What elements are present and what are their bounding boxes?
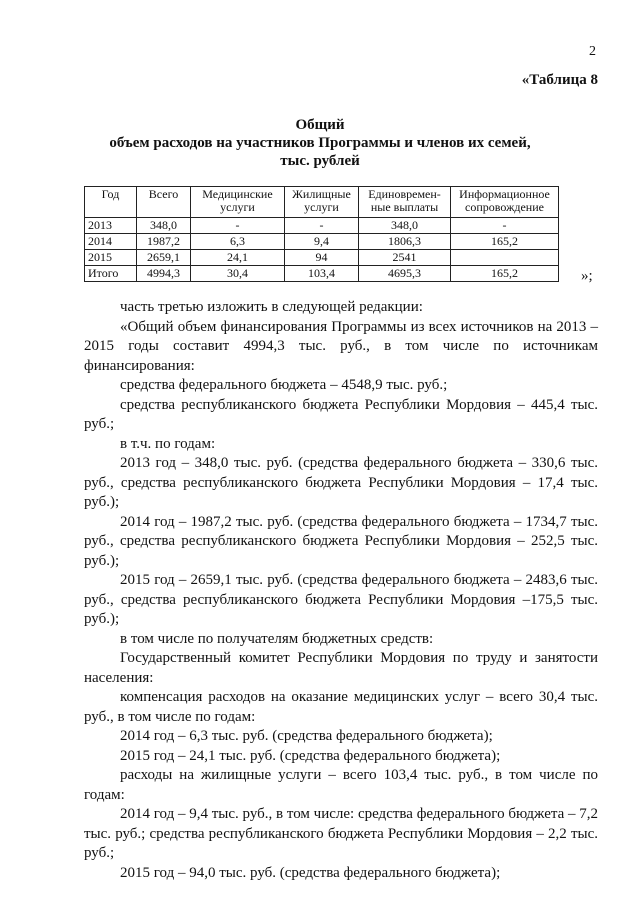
table-cell: 1987,2	[137, 234, 191, 250]
paragraph: часть третью изложить в следующей редакции:	[120, 299, 423, 315]
page-number: 2	[589, 44, 596, 59]
table-cell: 9,4	[285, 234, 359, 250]
table-cell: -	[191, 218, 285, 234]
paragraph: средства республиканского бюджета Республики Мордовия – 445,4 тыс. руб.;	[84, 396, 598, 432]
expenses-table	[84, 186, 559, 282]
table-cell: 2541	[359, 250, 451, 266]
header-total: Всего	[137, 187, 191, 218]
table-cell: 1806,3	[359, 234, 451, 250]
table-cell: 2659,1	[137, 250, 191, 266]
table-header-row	[85, 187, 559, 218]
paragraph: компенсация расходов на оказание медицинских услуг – всего 30,4 тыс. руб., в том числе по годам:	[84, 689, 598, 725]
header-lump-sum: Единовремен-ные выплаты	[359, 187, 451, 218]
header-medical: Медицинские услуги	[191, 187, 285, 218]
paragraph: 2014 год – 6,3 тыс. руб. (средства федерального бюджета);	[120, 728, 493, 744]
table-cell: 165,2	[451, 234, 559, 250]
paragraph: 2015 год – 94,0 тыс. руб. (средства федерального бюджета);	[120, 864, 501, 881]
table-title-line-2: объем расходов на участников Программы и членов их семей,	[109, 135, 531, 151]
table-cell: 103,4	[285, 266, 359, 282]
table-row-total	[85, 266, 559, 282]
table-title-line-3: тыс. рублей	[280, 153, 360, 169]
header-year: Год	[85, 187, 137, 218]
table-cell: 24,1	[191, 250, 285, 266]
paragraph: в т.ч. по годам:	[120, 435, 216, 452]
table-cell: 2015	[85, 250, 137, 266]
body-text	[84, 298, 598, 883]
paragraph: 2014 год – 9,4 тыс. руб., в том числе: средства федерального бюджета – 7,2 тыс. руб.; средства республиканского бюджета Республики Мордовия – 2,2 тыс. руб.;	[84, 806, 599, 861]
paragraph: в том числе по получателям бюджетных средств:	[120, 630, 434, 647]
paragraph: Государственный комитет Республики Мордовия по труду и занятости населения:	[84, 650, 598, 686]
paragraph: 2014 год – 1987,2 тыс. руб. (средства федерального бюджета – 1734,7 тыс. руб., средства республиканского бюджета Республики Мордовия – 252,5 тыс. руб.);	[84, 513, 598, 569]
table-cell: 94	[285, 250, 359, 266]
header-housing: Жилищные услуги	[285, 187, 359, 218]
table-cell: 165,2	[451, 266, 559, 282]
table-cell: -	[285, 218, 359, 234]
table-cell	[451, 250, 559, 266]
paragraph: расходы на жилищные услуги – всего 103,4 тыс. руб., в том числе по годам:	[84, 767, 598, 803]
table-title-line-1: Общий	[295, 117, 345, 133]
table-cell: 30,4	[191, 266, 285, 282]
table-closing-quote: »;	[581, 268, 593, 284]
paragraph: 2015 год – 24,1 тыс. руб. (средства федерального бюджета);	[120, 747, 501, 764]
paragraph: 2013 год – 348,0 тыс. руб. (средства федерального бюджета – 330,6 тыс. руб., средства республиканского бюджета Республики Мордовия – 17,4 тыс. руб.);	[84, 455, 598, 510]
table-cell: 4695,3	[359, 266, 451, 282]
table-cell: Итого	[85, 266, 137, 282]
table-cell: 348,0	[359, 218, 451, 234]
paragraph: «Общий объем финансирования Программы из всех источников на 2013 – 2015 годы составит 4994,3 тыс. руб., в том числе по источникам финансирования:	[84, 318, 598, 374]
table-cell: 2013	[85, 218, 137, 234]
table-cell: 4994,3	[137, 266, 191, 282]
table-row	[85, 218, 559, 234]
paragraph: средства федерального бюджета – 4548,9 тыс. руб.;	[120, 377, 448, 393]
header-information: Информационное сопровождение	[451, 187, 559, 218]
table-row	[85, 234, 559, 250]
table-cell: 2014	[85, 234, 137, 250]
table-label: «Таблица 8	[521, 72, 598, 88]
table-cell: -	[451, 218, 559, 234]
table-cell: 348,0	[137, 218, 191, 234]
table-row	[85, 250, 559, 266]
table-cell: 6,3	[191, 234, 285, 250]
paragraph: 2015 год – 2659,1 тыс. руб. (средства федерального бюджета – 2483,6 тыс. руб., средства республиканского бюджета Республики Мордовия –175,5 тыс. руб.);	[84, 572, 598, 627]
